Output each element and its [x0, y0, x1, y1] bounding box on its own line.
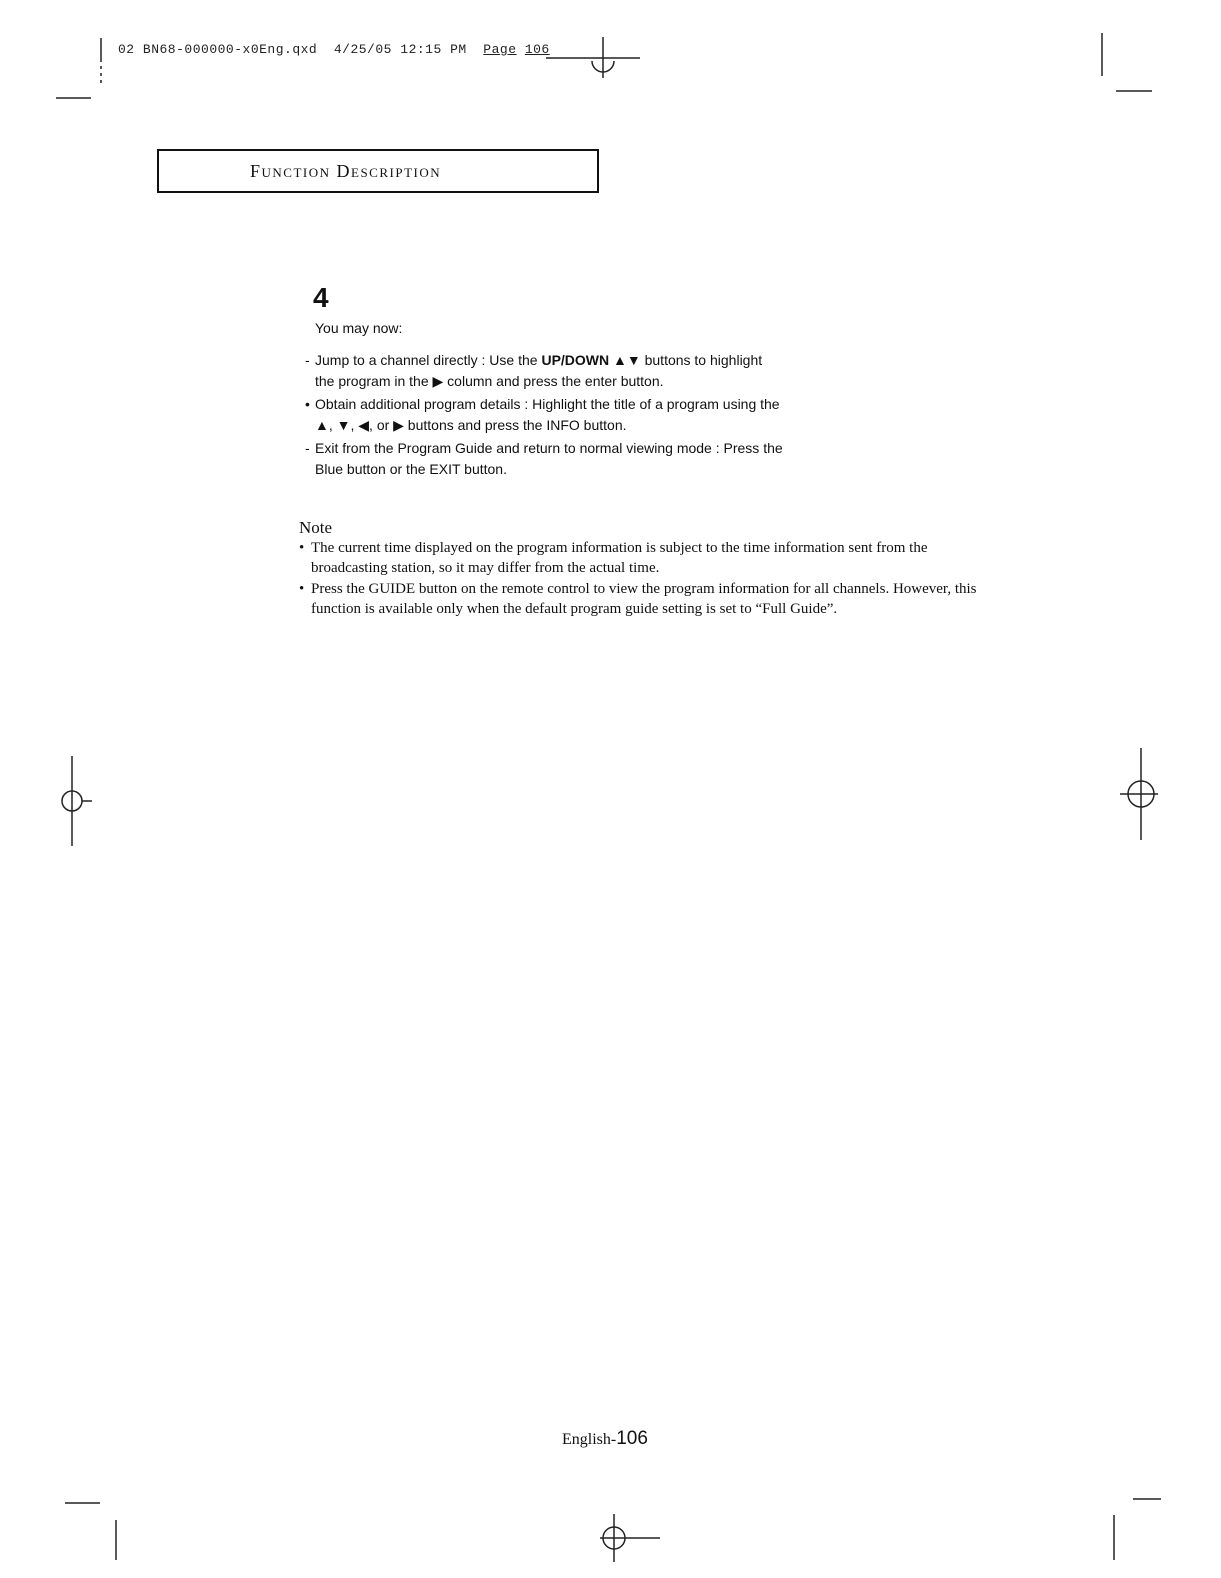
section-header-box — [157, 149, 599, 193]
instruction-text: Jump to a channel directly : Use the — [315, 352, 542, 368]
note-list — [299, 538, 979, 620]
note-title: Note — [299, 518, 333, 537]
slug-page-label: Page — [483, 42, 517, 57]
slug-file: 02 BN68-000000-x0Eng.qxd — [118, 42, 318, 57]
note-bullet: • — [299, 581, 305, 597]
note-item-current-time — [299, 538, 979, 578]
footer-page-number: 106 — [616, 1428, 648, 1449]
slug-page-number: 106 — [524, 42, 550, 57]
instruction-item-exit — [305, 438, 785, 480]
step-number: 4 — [313, 282, 329, 313]
instruction-item-details — [305, 394, 785, 436]
instruction-item-jump — [305, 350, 785, 392]
step-intro: You may now: — [315, 320, 403, 336]
slug-time: 12:15 PM — [400, 42, 467, 57]
instruction-bullet: • — [305, 396, 310, 412]
slug-date: 4/25/05 — [333, 42, 392, 57]
instruction-text: Obtain additional program details : Highlight the title of a program using the ▲, ▼, ◀, or ▶ buttons and press the INFO button. — [315, 396, 780, 433]
instruction-text-cont: buttons to highlight the program in the ▶ column and press the enter button. — [315, 352, 763, 389]
note-text: Press the GUIDE button on the remote control to view the program information for all channels. However, this function is available only when the default program guide setting is set to “Full Guide”. — [311, 581, 977, 617]
section-header-title: Function Description — [250, 161, 442, 181]
note-item-guide-button — [299, 579, 979, 619]
instruction-bullet: - — [305, 352, 310, 368]
instruction-bullet: - — [305, 440, 310, 456]
note-bullet: • — [299, 540, 305, 556]
footer-language: English- — [562, 1431, 617, 1448]
note-text: The current time displayed on the program information is subject to the time information sent from the broadcasting station, so it may differ from the actual time. — [311, 540, 928, 576]
step-instruction-list — [305, 350, 785, 482]
instruction-text: Exit from the Program Guide and return to normal viewing mode : Press the Blue button or the EXIT button. — [315, 440, 783, 477]
page-footer — [562, 1428, 648, 1450]
updown-keyword: UP/DOWN ▲▼ — [541, 352, 641, 368]
